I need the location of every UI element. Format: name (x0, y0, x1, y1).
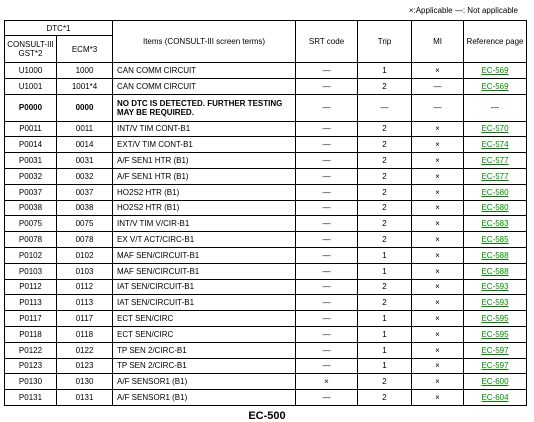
item-cell: EX V/T ACT/CIRC-B1 (113, 232, 296, 248)
trip-cell: 2 (358, 184, 412, 200)
srt-cell: × (296, 374, 358, 390)
reference-cell (464, 168, 527, 184)
dtc-ecm-cell: 0113 (57, 295, 113, 311)
table-row (5, 374, 527, 390)
item-cell: EXT/V TIM CONT-B1 (113, 137, 296, 153)
reference-cell (464, 137, 527, 153)
mi-cell: × (412, 374, 464, 390)
trip-cell: 1 (358, 263, 412, 279)
header-items: Items (CONSULT-III screen terms) (113, 21, 296, 63)
dtc-consult-cell: P0130 (5, 374, 57, 390)
item-cell: IAT SEN/CIRCUIT-B1 (113, 295, 296, 311)
table-row (5, 232, 527, 248)
trip-cell: 2 (358, 232, 412, 248)
srt-cell: — (296, 63, 358, 79)
item-cell: CAN COMM CIRCUIT (113, 78, 296, 94)
trip-cell: 1 (358, 247, 412, 263)
trip-cell: 1 (358, 311, 412, 327)
reference-cell (464, 374, 527, 390)
dtc-ecm-cell: 0131 (57, 390, 113, 406)
srt-cell: — (296, 153, 358, 169)
dtc-ecm-cell: 0117 (57, 311, 113, 327)
reference-link[interactable]: EC-595 (481, 314, 509, 324)
item-cell: MAF SEN/CIRCUIT-B1 (113, 263, 296, 279)
dtc-ecm-cell: 0031 (57, 153, 113, 169)
srt-cell: — (296, 295, 358, 311)
reference-cell (464, 216, 527, 232)
table-row (5, 326, 527, 342)
reference-cell (464, 358, 527, 374)
dtc-consult-cell: U1000 (5, 63, 57, 79)
dtc-consult-cell: P0102 (5, 247, 57, 263)
reference-link[interactable]: EC-580 (481, 203, 509, 213)
srt-cell: — (296, 342, 358, 358)
mi-cell: × (412, 295, 464, 311)
srt-cell: — (296, 137, 358, 153)
reference-link[interactable]: EC-580 (481, 187, 509, 197)
mi-cell: × (412, 342, 464, 358)
header-ecm: ECM*3 (57, 36, 113, 63)
table-row (5, 358, 527, 374)
dtc-ecm-cell: 0032 (57, 168, 113, 184)
reference-link[interactable]: EC-588 (481, 266, 509, 276)
item-cell: INT/V TIM V/CIR-B1 (113, 216, 296, 232)
reference-link[interactable]: EC-597 (481, 361, 509, 371)
item-cell: ECT SEN/CIRC (113, 326, 296, 342)
reference-link[interactable]: EC-577 (481, 171, 509, 181)
reference-cell (464, 295, 527, 311)
header-dtc: DTC*1 (5, 21, 113, 36)
item-cell: A/F SEN1 HTR (B1) (113, 168, 296, 184)
trip-cell: 1 (358, 326, 412, 342)
dtc-consult-cell: P0131 (5, 390, 57, 406)
srt-cell: — (296, 121, 358, 137)
item-cell: A/F SENSOR1 (B1) (113, 374, 296, 390)
reference-cell (464, 326, 527, 342)
trip-cell: 2 (358, 153, 412, 169)
item-cell: INT/V TIM CONT-B1 (113, 121, 296, 137)
dtc-consult-cell: P0031 (5, 153, 57, 169)
item-cell: NO DTC IS DETECTED. FURTHER TESTING MAY BE REQUIRED. (113, 94, 296, 121)
srt-cell: — (296, 247, 358, 263)
header-consult-gst: CONSULT-III GST*2 (5, 36, 57, 63)
srt-cell: — (296, 232, 358, 248)
reference-cell (464, 153, 527, 169)
header-ref: Reference page (464, 21, 527, 63)
item-cell: IAT SEN/CIRCUIT-B1 (113, 279, 296, 295)
dtc-ecm-cell: 0014 (57, 137, 113, 153)
reference-cell (464, 232, 527, 248)
trip-cell: 2 (358, 374, 412, 390)
reference-cell (464, 311, 527, 327)
trip-cell: 2 (358, 200, 412, 216)
dtc-ecm-cell: 0038 (57, 200, 113, 216)
reference-link[interactable]: EC-570 (481, 124, 509, 134)
table-row (5, 216, 527, 232)
mi-cell: × (412, 121, 464, 137)
dtc-consult-cell: P0117 (5, 311, 57, 327)
table-row (5, 153, 527, 169)
page-number: EC-500 (248, 410, 286, 422)
item-cell: ECT SEN/CIRC (113, 311, 296, 327)
srt-cell: — (296, 168, 358, 184)
srt-cell: — (296, 390, 358, 406)
reference-cell (464, 247, 527, 263)
dtc-ecm-cell: 0037 (57, 184, 113, 200)
dtc-ecm-cell: 0078 (57, 232, 113, 248)
mi-cell: — (412, 94, 464, 121)
dtc-ecm-cell: 0118 (57, 326, 113, 342)
dtc-consult-cell: P0075 (5, 216, 57, 232)
dtc-consult-cell: P0014 (5, 137, 57, 153)
reference-link[interactable]: EC-585 (481, 235, 509, 245)
item-cell: TP SEN 2/CIRC-B1 (113, 342, 296, 358)
trip-cell: 2 (358, 168, 412, 184)
mi-cell: — (412, 78, 464, 94)
reference-link[interactable]: EC-604 (481, 393, 509, 403)
header-mi: MI (412, 21, 464, 63)
mi-cell: × (412, 311, 464, 327)
reference-cell (464, 63, 527, 79)
reference-cell (464, 184, 527, 200)
applicability-legend: ×:Applicable —: Not applicable (408, 6, 518, 15)
mi-cell: × (412, 153, 464, 169)
mi-cell: × (412, 358, 464, 374)
dtc-ecm-cell: 0123 (57, 358, 113, 374)
reference-link[interactable]: EC-593 (481, 282, 509, 292)
reference-link[interactable]: EC-569 (481, 65, 509, 75)
reference-cell: — (464, 94, 527, 121)
dtc-consult-cell: P0037 (5, 184, 57, 200)
srt-cell: — (296, 94, 358, 121)
table-row (5, 295, 527, 311)
reference-link[interactable]: EC-583 (481, 219, 509, 229)
srt-cell: — (296, 184, 358, 200)
table-row (5, 137, 527, 153)
srt-cell: — (296, 78, 358, 94)
reference-cell (464, 342, 527, 358)
trip-cell: 2 (358, 137, 412, 153)
trip-cell: 1 (358, 342, 412, 358)
dtc-ecm-cell: 0102 (57, 247, 113, 263)
srt-cell: — (296, 279, 358, 295)
item-cell: HO2S2 HTR (B1) (113, 184, 296, 200)
srt-cell: — (296, 200, 358, 216)
reference-link[interactable]: EC-600 (481, 377, 509, 387)
item-cell: A/F SEN1 HTR (B1) (113, 153, 296, 169)
reference-cell (464, 200, 527, 216)
item-cell: MAF SEN/CIRCUIT-B1 (113, 247, 296, 263)
srt-cell: — (296, 216, 358, 232)
header-srt: SRT code (296, 21, 358, 63)
trip-cell: 1 (358, 63, 412, 79)
dtc-ecm-cell: 1000 (57, 63, 113, 79)
mi-cell: × (412, 263, 464, 279)
dtc-consult-cell: P0122 (5, 342, 57, 358)
mi-cell: × (412, 247, 464, 263)
reference-link[interactable]: EC-569 (481, 81, 509, 91)
trip-cell: 1 (358, 358, 412, 374)
reference-cell (464, 390, 527, 406)
reference-link[interactable]: EC-593 (481, 298, 509, 308)
dtc-consult-cell: P0032 (5, 168, 57, 184)
trip-cell: 2 (358, 78, 412, 94)
reference-link[interactable]: EC-574 (481, 140, 509, 150)
dtc-consult-cell: P0011 (5, 121, 57, 137)
dtc-consult-cell: P0113 (5, 295, 57, 311)
dtc-consult-cell: P0000 (5, 94, 57, 121)
mi-cell: × (412, 200, 464, 216)
trip-cell: — (358, 94, 412, 121)
trip-cell: 2 (358, 121, 412, 137)
mi-cell: × (412, 137, 464, 153)
srt-cell: — (296, 326, 358, 342)
dtc-consult-cell: P0103 (5, 263, 57, 279)
trip-cell: 2 (358, 390, 412, 406)
dtc-consult-cell: P0112 (5, 279, 57, 295)
table-row (5, 200, 527, 216)
reference-link[interactable]: EC-588 (481, 250, 509, 260)
reference-cell (464, 121, 527, 137)
dtc-ecm-cell: 0112 (57, 279, 113, 295)
srt-cell: — (296, 358, 358, 374)
dtc-ecm-cell: 0075 (57, 216, 113, 232)
table-row (5, 279, 527, 295)
mi-cell: × (412, 216, 464, 232)
dtc-ecm-cell: 0130 (57, 374, 113, 390)
reference-cell (464, 78, 527, 94)
trip-cell: 2 (358, 295, 412, 311)
dtc-ecm-cell: 0000 (57, 94, 113, 121)
mi-cell: × (412, 232, 464, 248)
trip-cell: 2 (358, 279, 412, 295)
reference-link[interactable]: EC-577 (481, 156, 509, 166)
table-row (5, 63, 527, 79)
item-cell: CAN COMM CIRCUIT (113, 63, 296, 79)
reference-link[interactable]: EC-595 (481, 329, 509, 339)
mi-cell: × (412, 326, 464, 342)
table-row (5, 121, 527, 137)
mi-cell: × (412, 63, 464, 79)
mi-cell: × (412, 168, 464, 184)
dtc-consult-cell: P0078 (5, 232, 57, 248)
table-row (5, 390, 527, 406)
table-row (5, 263, 527, 279)
table-row (5, 247, 527, 263)
item-cell: HO2S2 HTR (B1) (113, 200, 296, 216)
mi-cell: × (412, 390, 464, 406)
srt-cell: — (296, 263, 358, 279)
item-cell: A/F SENSOR1 (B1) (113, 390, 296, 406)
dtc-consult-cell: P0123 (5, 358, 57, 374)
table-row (5, 168, 527, 184)
table-row (5, 342, 527, 358)
table-row (5, 311, 527, 327)
dtc-ecm-cell: 0122 (57, 342, 113, 358)
dtc-index-table (4, 20, 527, 406)
reference-link[interactable]: EC-597 (481, 345, 509, 355)
dtc-consult-cell: P0118 (5, 326, 57, 342)
reference-cell (464, 263, 527, 279)
mi-cell: × (412, 184, 464, 200)
table-row (5, 184, 527, 200)
item-cell: TP SEN 2/CIRC-B1 (113, 358, 296, 374)
srt-cell: — (296, 311, 358, 327)
mi-cell: × (412, 279, 464, 295)
trip-cell: 2 (358, 216, 412, 232)
table-row (5, 94, 527, 121)
dtc-ecm-cell: 1001*4 (57, 78, 113, 94)
dtc-consult-cell: P0038 (5, 200, 57, 216)
dtc-ecm-cell: 0103 (57, 263, 113, 279)
table-row (5, 78, 527, 94)
header-trip: Trip (358, 21, 412, 63)
dtc-ecm-cell: 0011 (57, 121, 113, 137)
reference-cell (464, 279, 527, 295)
dtc-consult-cell: U1001 (5, 78, 57, 94)
